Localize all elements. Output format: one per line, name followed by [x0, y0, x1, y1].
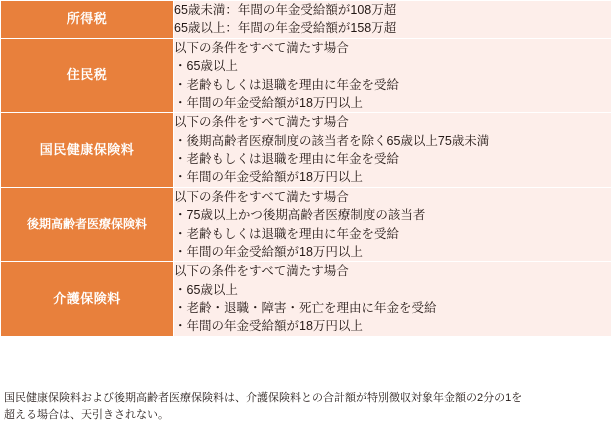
condition-line: ・年間の年金受給額が18万円以上: [174, 244, 363, 259]
row-label-resident-tax: 住民税: [1, 38, 174, 113]
row-conditions-resident-tax: [174, 38, 612, 113]
condition-line: ・老齢もしくは退職を理由に年金を受給: [174, 77, 400, 92]
condition-line: ・年間の年金受給額が18万円以上: [174, 95, 363, 110]
condition-line: 65歳未満：年間の年金受給額が108万超: [174, 3, 397, 17]
condition-line: 以下の条件をすべて満たす場合: [174, 115, 349, 130]
condition-line: 以下の条件をすべて満たす場合: [174, 189, 349, 204]
condition-line: 以下の条件をすべて満たす場合: [174, 40, 349, 55]
row-label-late-stage-elderly-medical-insurance: 後期高齢者医療保険料: [1, 187, 174, 262]
table-row: [1, 113, 612, 188]
condition-line: ・老齢もしくは退職を理由に年金を受給: [174, 226, 400, 241]
condition-line: ・年間の年金受給額が18万円以上: [174, 319, 363, 334]
condition-line: 以下の条件をすべて満たす場合: [174, 264, 349, 279]
condition-line: ・65歳以上: [174, 59, 238, 74]
footnote-line-2: 超える場合は、天引きされない。: [4, 408, 169, 421]
row-conditions-late-stage-elderly-medical-insurance: [174, 187, 612, 262]
row-label-nursing-care-insurance: 介護保険料: [1, 262, 174, 337]
condition-line: ・老齢もしくは退職を理由に年金を受給: [174, 152, 400, 166]
footnote-line-1: 国民健康保険料および後期高齢者医療保険料は、介護保険料との合計額が特別徴収対象年金額の2分の1を: [4, 392, 523, 404]
table-body: [1, 1, 612, 337]
condition-line: 65歳以上：年間の年金受給額が158万超: [174, 21, 397, 36]
table-row: [1, 38, 612, 113]
table-row: [1, 187, 612, 262]
row-conditions-income-tax: [174, 1, 612, 39]
condition-line: ・老齢・退職・障害・死亡を理由に年金を受給: [174, 301, 437, 315]
condition-line: ・後期高齢者医療制度の該当者を除く65歳以上75歳未満: [174, 133, 490, 148]
condition-line: ・年間の年金受給額が18万円以上: [174, 170, 363, 185]
footnote: [4, 390, 608, 423]
table-row: [1, 1, 612, 39]
condition-line: ・75歳以上かつ後期高齢者医療制度の該当者: [174, 208, 426, 223]
row-label-national-health-insurance: 国民健康保険料: [1, 113, 174, 188]
row-label-income-tax: 所得税: [1, 1, 174, 39]
condition-line: ・65歳以上: [174, 282, 238, 297]
table-row: [1, 262, 612, 337]
row-conditions-nursing-care-insurance: [174, 262, 612, 337]
row-conditions-national-health-insurance: [174, 113, 612, 188]
